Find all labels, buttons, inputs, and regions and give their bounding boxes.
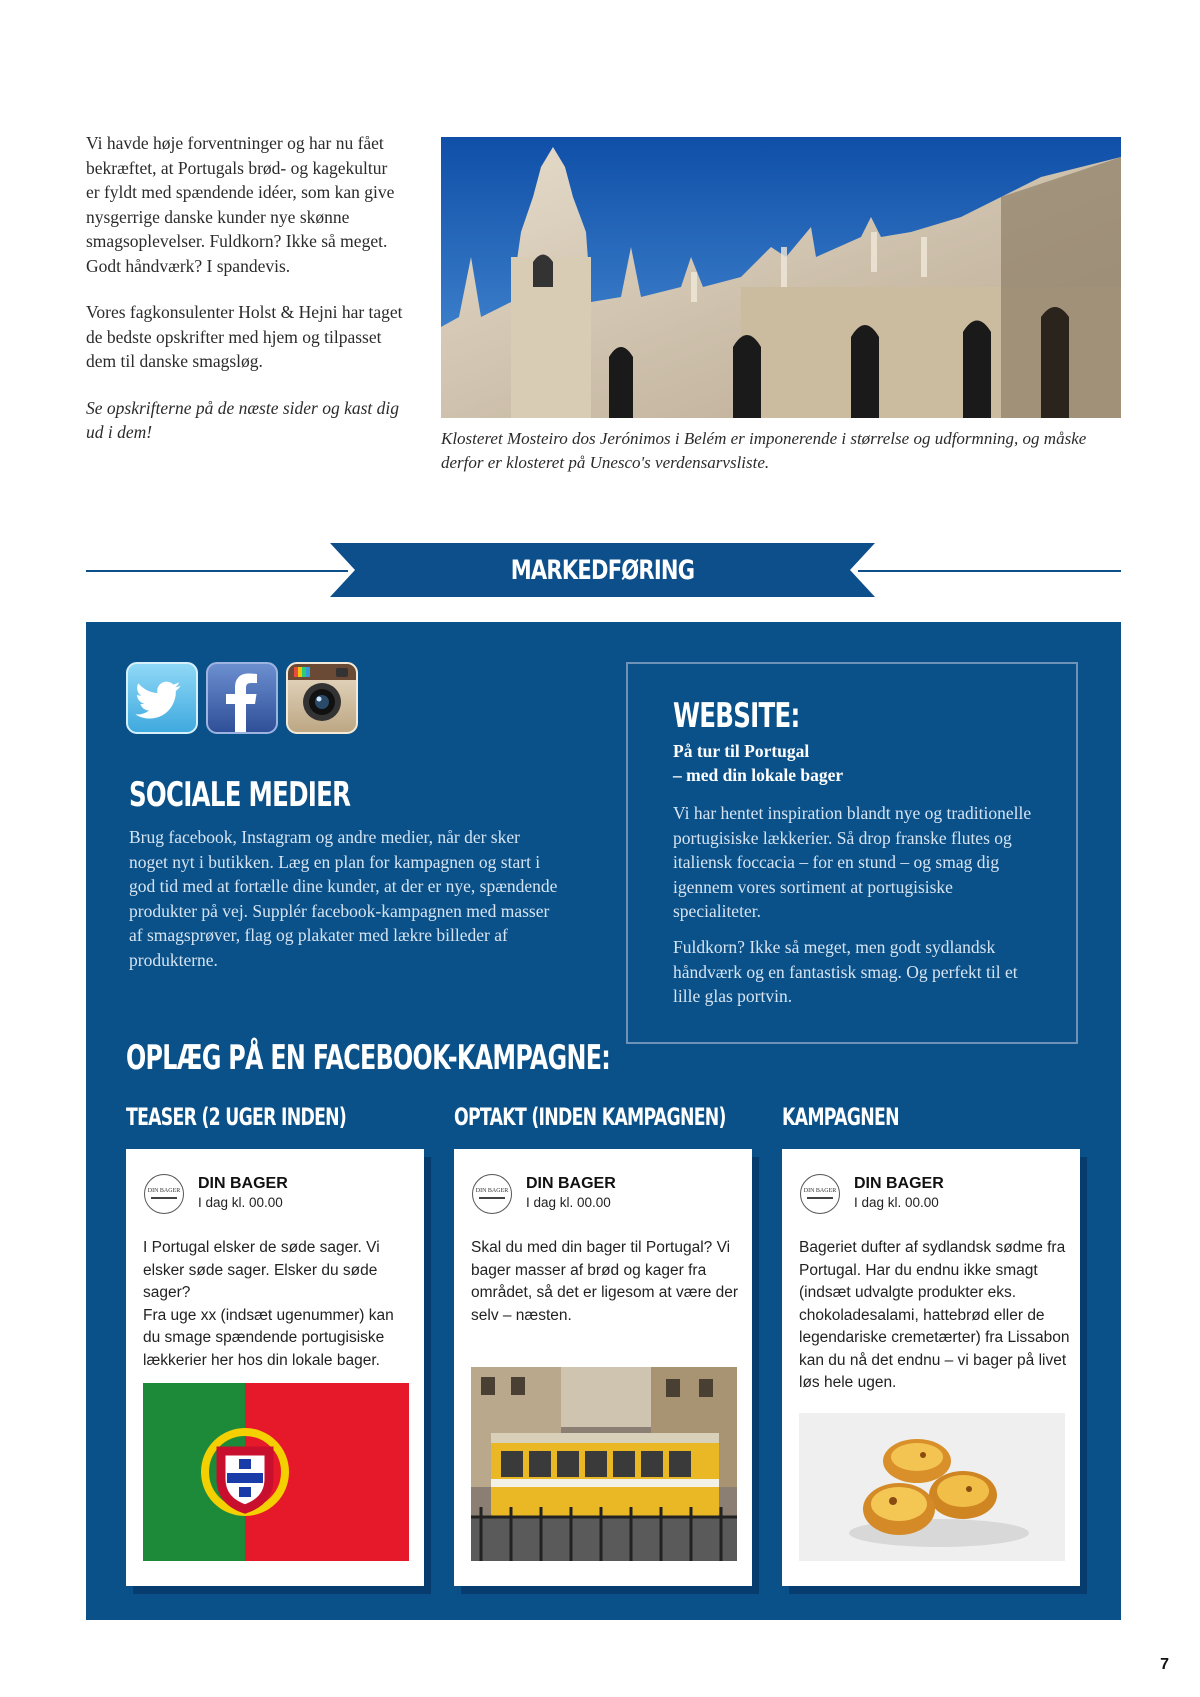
post-page-name: DIN BAGER	[854, 1175, 944, 1192]
post-text: Skal du med din bager til Portugal? Vi bager masser af brød og kager fra området, så det er ligesom at være der selv – næsten.	[471, 1239, 739, 1324]
custard-tarts-image	[799, 1413, 1065, 1561]
website-subtitle-1: På tur til Portugal	[673, 741, 810, 761]
intro-text	[86, 131, 404, 467]
din-bager-logo: DIN BAGER	[144, 1174, 184, 1214]
website-paragraph-2: Fuldkorn? Ikke så meget, men godt sydlandsk håndværk og en fantastisk smag. Og perfekt til et lille glas portvin.	[673, 937, 1018, 1006]
banner-rule-left	[86, 570, 348, 572]
instagram-icon[interactable]	[286, 662, 358, 734]
facebook-icon[interactable]	[206, 662, 278, 734]
intro-paragraph-2: Vores fagkonsulenter Holst & Hejni har taget de bedste opskrifter med hjem og tilpasset dem til danske smagsløg.	[86, 302, 403, 371]
din-bager-logo: DIN BAGER	[472, 1174, 512, 1214]
facebook-post-card-optakt	[454, 1149, 752, 1586]
website-subtitle-2: – med din lokale bager	[673, 765, 844, 785]
website-heading: WEBSITE:	[673, 696, 800, 736]
post-page-name: DIN BAGER	[526, 1175, 616, 1192]
column-label-optakt: OPTAKT (INDEN KAMPAGNEN)	[454, 1103, 726, 1131]
banner-rule-right	[858, 570, 1121, 572]
column-label-kampagnen: KAMPAGNEN	[782, 1103, 899, 1131]
page-number: 7	[1160, 1656, 1169, 1673]
campaign-heading: OPLÆG PÅ EN FACEBOOK-KAMPAGNE:	[126, 1038, 611, 1078]
post-text: I Portugal elsker de søde sager. Vi elsker søde sager. Elsker du søde sager? Fra uge xx (indsæt ugenummer) kan du smage spændende portugisiske lækkerier her hos din lokale bager.	[143, 1239, 394, 1369]
social-body: Brug facebook, Instagram og andre medier, når der sker noget nyt i butikken. Læg en plan for kampagnen og start i god tid med at fortælle dine kunder, at der er nye, spændende produkter på vej. Supplér facebook-kampagnen med masser af smagsprøver, flag og plakater med lækre billeder af produkterne.	[129, 827, 558, 970]
lisbon-tram-image	[471, 1367, 737, 1561]
twitter-icon[interactable]	[126, 662, 198, 734]
section-banner-title: MARKEDFØRING	[510, 555, 695, 586]
intro-paragraph-3: Se opskrifterne på de næste sider og kast dig ud i dem!	[86, 397, 400, 442]
facebook-post-card-kampagnen	[782, 1149, 1080, 1586]
din-bager-logo: DIN BAGER	[800, 1174, 840, 1214]
post-timestamp: I dag kl. 00.00	[526, 1195, 611, 1210]
post-timestamp: I dag kl. 00.00	[198, 1195, 283, 1210]
facebook-post-card-teaser	[126, 1149, 424, 1586]
post-timestamp: I dag kl. 00.00	[854, 1195, 939, 1210]
post-text: Bageriet dufter af sydlandsk sødme fra Portugal. Har du endnu ikke smagt (indsæt udvalgte produkter eks. chokoladesalami, hattebrød eller de legendariske cremetærter) fra Lissabon kan du nå det endnu – vi bager på livet løs hele ugen.	[799, 1239, 1070, 1391]
column-label-teaser: TEASER (2 UGER INDEN)	[126, 1103, 347, 1131]
portuguese-flag-image	[143, 1383, 409, 1561]
social-heading: SOCIALE MEDIER	[129, 775, 351, 815]
intro-paragraph-1: Vi havde høje forventninger og har nu fået bekræftet, at Portugals brød- og kagekultur er fyldt med spændende idéer, som kan give nysgerrige danske kunder nye skønne smagsoplevelser. Fuldkorn? Ikke så meget. Godt håndværk? I spandevis.	[86, 133, 395, 276]
photo-caption: Klosteret Mosteiro dos Jerónimos i Belém er imponerende i størrelse og udformning, og måske derfor er klosteret på Unesco's verdensarvsliste.	[441, 429, 1087, 472]
post-page-name: DIN BAGER	[198, 1175, 288, 1192]
website-paragraph-1: Vi har hentet inspiration blandt nye og traditionelle portugisiske lækkerier. Så drop franske flutes og italiensk foccacia – for en stund – og smag dig igennem vores sortiment at portugisiske specialiteter.	[673, 803, 1032, 921]
monastery-photo	[441, 137, 1121, 418]
